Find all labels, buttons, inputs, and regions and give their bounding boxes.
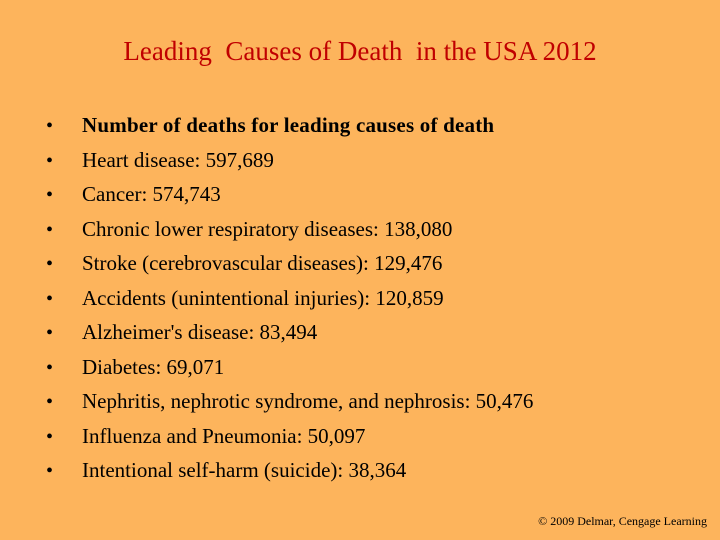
- bullet-icon: •: [46, 115, 54, 137]
- slide-title: Leading Causes of Death in the USA 2012: [123, 36, 597, 66]
- bullet-icon: •: [46, 184, 54, 206]
- copyright-notice: © 2009 Delmar, Cengage Learning: [538, 514, 707, 528]
- list-item-text: Intentional self-harm (suicide): 38,364: [82, 458, 407, 482]
- bullet-icon: •: [46, 460, 54, 482]
- bullet-icon: •: [46, 218, 54, 241]
- list-item: [46, 419, 533, 454]
- list-item-text: Number of deaths for leading causes of death: [82, 113, 495, 137]
- list-item-text: Influenza and Pneumonia: 50,097: [82, 423, 366, 448]
- bullet-icon: •: [46, 149, 54, 172]
- list-item-text: Nephritis, nephrotic syndrome, and nephrosis: 50,476: [82, 389, 534, 413]
- list-item-text: Alzheimer's disease: 83,494: [82, 320, 318, 344]
- list-item: [46, 350, 533, 385]
- list-item: [46, 246, 533, 281]
- bullet-icon: •: [46, 287, 54, 310]
- bullet-icon: •: [46, 391, 54, 413]
- list-item-text: Chronic lower respiratory diseases: 138,080: [82, 216, 453, 241]
- list-item: [46, 143, 533, 178]
- bullet-list: [46, 108, 533, 488]
- list-item-text: Heart disease: 597,689: [82, 147, 274, 172]
- bullet-icon: •: [46, 425, 54, 448]
- list-item: [46, 453, 533, 488]
- list-item: [46, 177, 533, 212]
- list-item: [46, 384, 533, 419]
- list-item: [46, 315, 533, 350]
- bullet-icon: •: [46, 356, 54, 379]
- bullet-icon: •: [46, 322, 54, 344]
- list-item-text: Cancer: 574,743: [82, 182, 221, 206]
- list-item-text: Accidents (unintentional injuries): 120,859: [82, 285, 444, 310]
- bullet-icon: •: [46, 253, 54, 275]
- list-item-text: Diabetes: 69,071: [82, 354, 225, 379]
- list-heading: [46, 108, 533, 143]
- list-item: [46, 281, 533, 316]
- list-item-text: Stroke (cerebrovascular diseases): 129,476: [82, 251, 443, 275]
- list-item: [46, 212, 533, 247]
